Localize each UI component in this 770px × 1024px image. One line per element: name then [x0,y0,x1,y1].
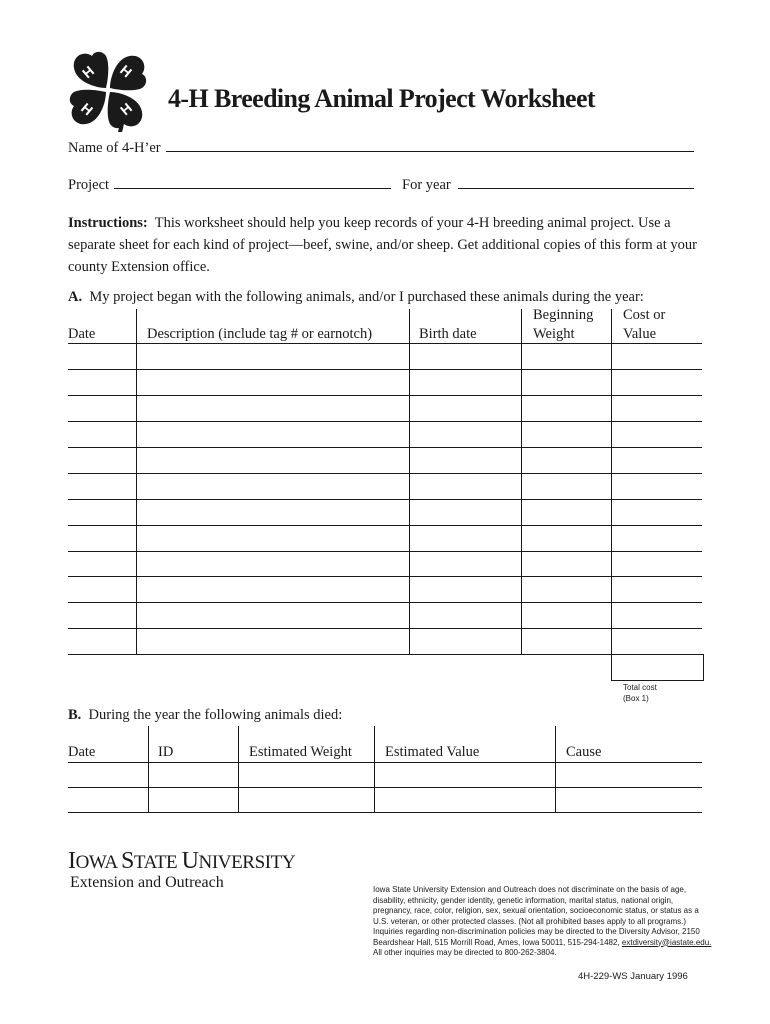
table-row[interactable] [68,787,702,788]
b-col-date: Date [68,744,96,760]
a-col-birth-date: Birth date [419,326,477,342]
year-field[interactable] [458,188,694,189]
name-field[interactable] [166,151,694,152]
b-col-cause: Cause [566,744,602,760]
svg-text:H: H [78,99,97,119]
table-row[interactable] [68,421,702,422]
b-col-id: ID [158,744,174,760]
non-discrimination-statement: Iowa State University Extension and Outreach does not discriminate on the basis of age, disability, ethnicity, gender identity, genetic information, marital status, national origin, pregnancy, race, color, religion, sex, sexual orientation, socioeconomic status, or status as a U.S. veteran, or other protected classes. (Not all prohibited bases apply to all programs.) Inquiries regarding non-discrimination policies may be directed to the Diversity Advisor, 2150 Beardshear Hall, 515 Morrill Road, Ames, Iowa 50011, 515-294-1482, extdiversity@iastate.edu. All other inquiries may be directed to 800-262-3804. [373,885,712,957]
table-row[interactable] [68,369,702,370]
form-code: 4H-229-WS January 1996 [578,971,688,982]
extension-outreach-wordmark: Extension and Outreach [70,874,224,891]
table-row[interactable] [68,525,702,526]
section-a-heading [68,289,644,306]
table-row[interactable] [68,395,702,396]
project-field[interactable] [114,188,391,189]
table-row[interactable] [68,576,702,577]
table-row[interactable] [68,602,702,603]
a-col-description: Description (include tag # or earnotch) [147,326,373,342]
a-col-weight-line2: Weight [533,326,575,342]
table-row[interactable] [68,447,702,448]
a-col-value-line2: Value [623,326,657,342]
total-cost-box-number: (Box 1) [623,694,649,703]
four-h-clover-logo [66,48,150,132]
total-cost-box[interactable] [611,654,704,681]
table-row[interactable] [68,812,702,813]
name-field-label: Name of 4-H’er [68,140,161,156]
a-col-weight-line1: Beginning [533,307,594,323]
a-col-date: Date [68,326,96,342]
section-b-heading [68,707,342,724]
instructions-text: This worksheet should help you keep records of your 4-H breeding animal project. Use a separate sheet for each kind of project—beef, swine, and/or sheep. Get additional copies of this form at your county Extension office. [68,215,697,275]
instructions-lead: Instructions: [68,215,148,231]
section-b-letter: B. [68,707,82,723]
table-row[interactable] [68,551,702,552]
table-divider [374,726,375,812]
table-row[interactable] [68,762,702,763]
project-field-label: Project [68,177,110,193]
table-row[interactable] [68,654,702,655]
b-col-value: Estimated Value [385,744,480,760]
table-divider [148,726,149,812]
svg-text:H: H [117,61,136,81]
table-divider [238,726,239,812]
section-a-letter: A. [68,289,83,305]
section-b-text: During the year the following animals died: [88,707,343,723]
page-title: 4-H Breeding Animal Project Worksheet [168,84,595,113]
diversity-email-link[interactable]: extdiversity@iastate.edu. [621,937,712,947]
table-row[interactable] [68,499,702,500]
table-row[interactable] [68,628,702,629]
svg-text:H: H [117,99,136,119]
table-row[interactable] [68,473,702,474]
svg-text:H: H [79,62,98,82]
table-row[interactable] [68,343,702,344]
b-col-weight: Estimated Weight [249,744,352,760]
a-col-value-line1: Cost or [623,307,666,323]
instructions [68,212,708,278]
table-divider [555,726,556,812]
total-cost-label: Total cost [623,683,657,692]
section-a-text: My project began with the following animals, and/or I purchased these animals during the year: [89,289,644,305]
year-field-label: For year [402,177,451,193]
iowa-state-university-wordmark: IOWA STATE UNIVERSITY [68,848,296,874]
